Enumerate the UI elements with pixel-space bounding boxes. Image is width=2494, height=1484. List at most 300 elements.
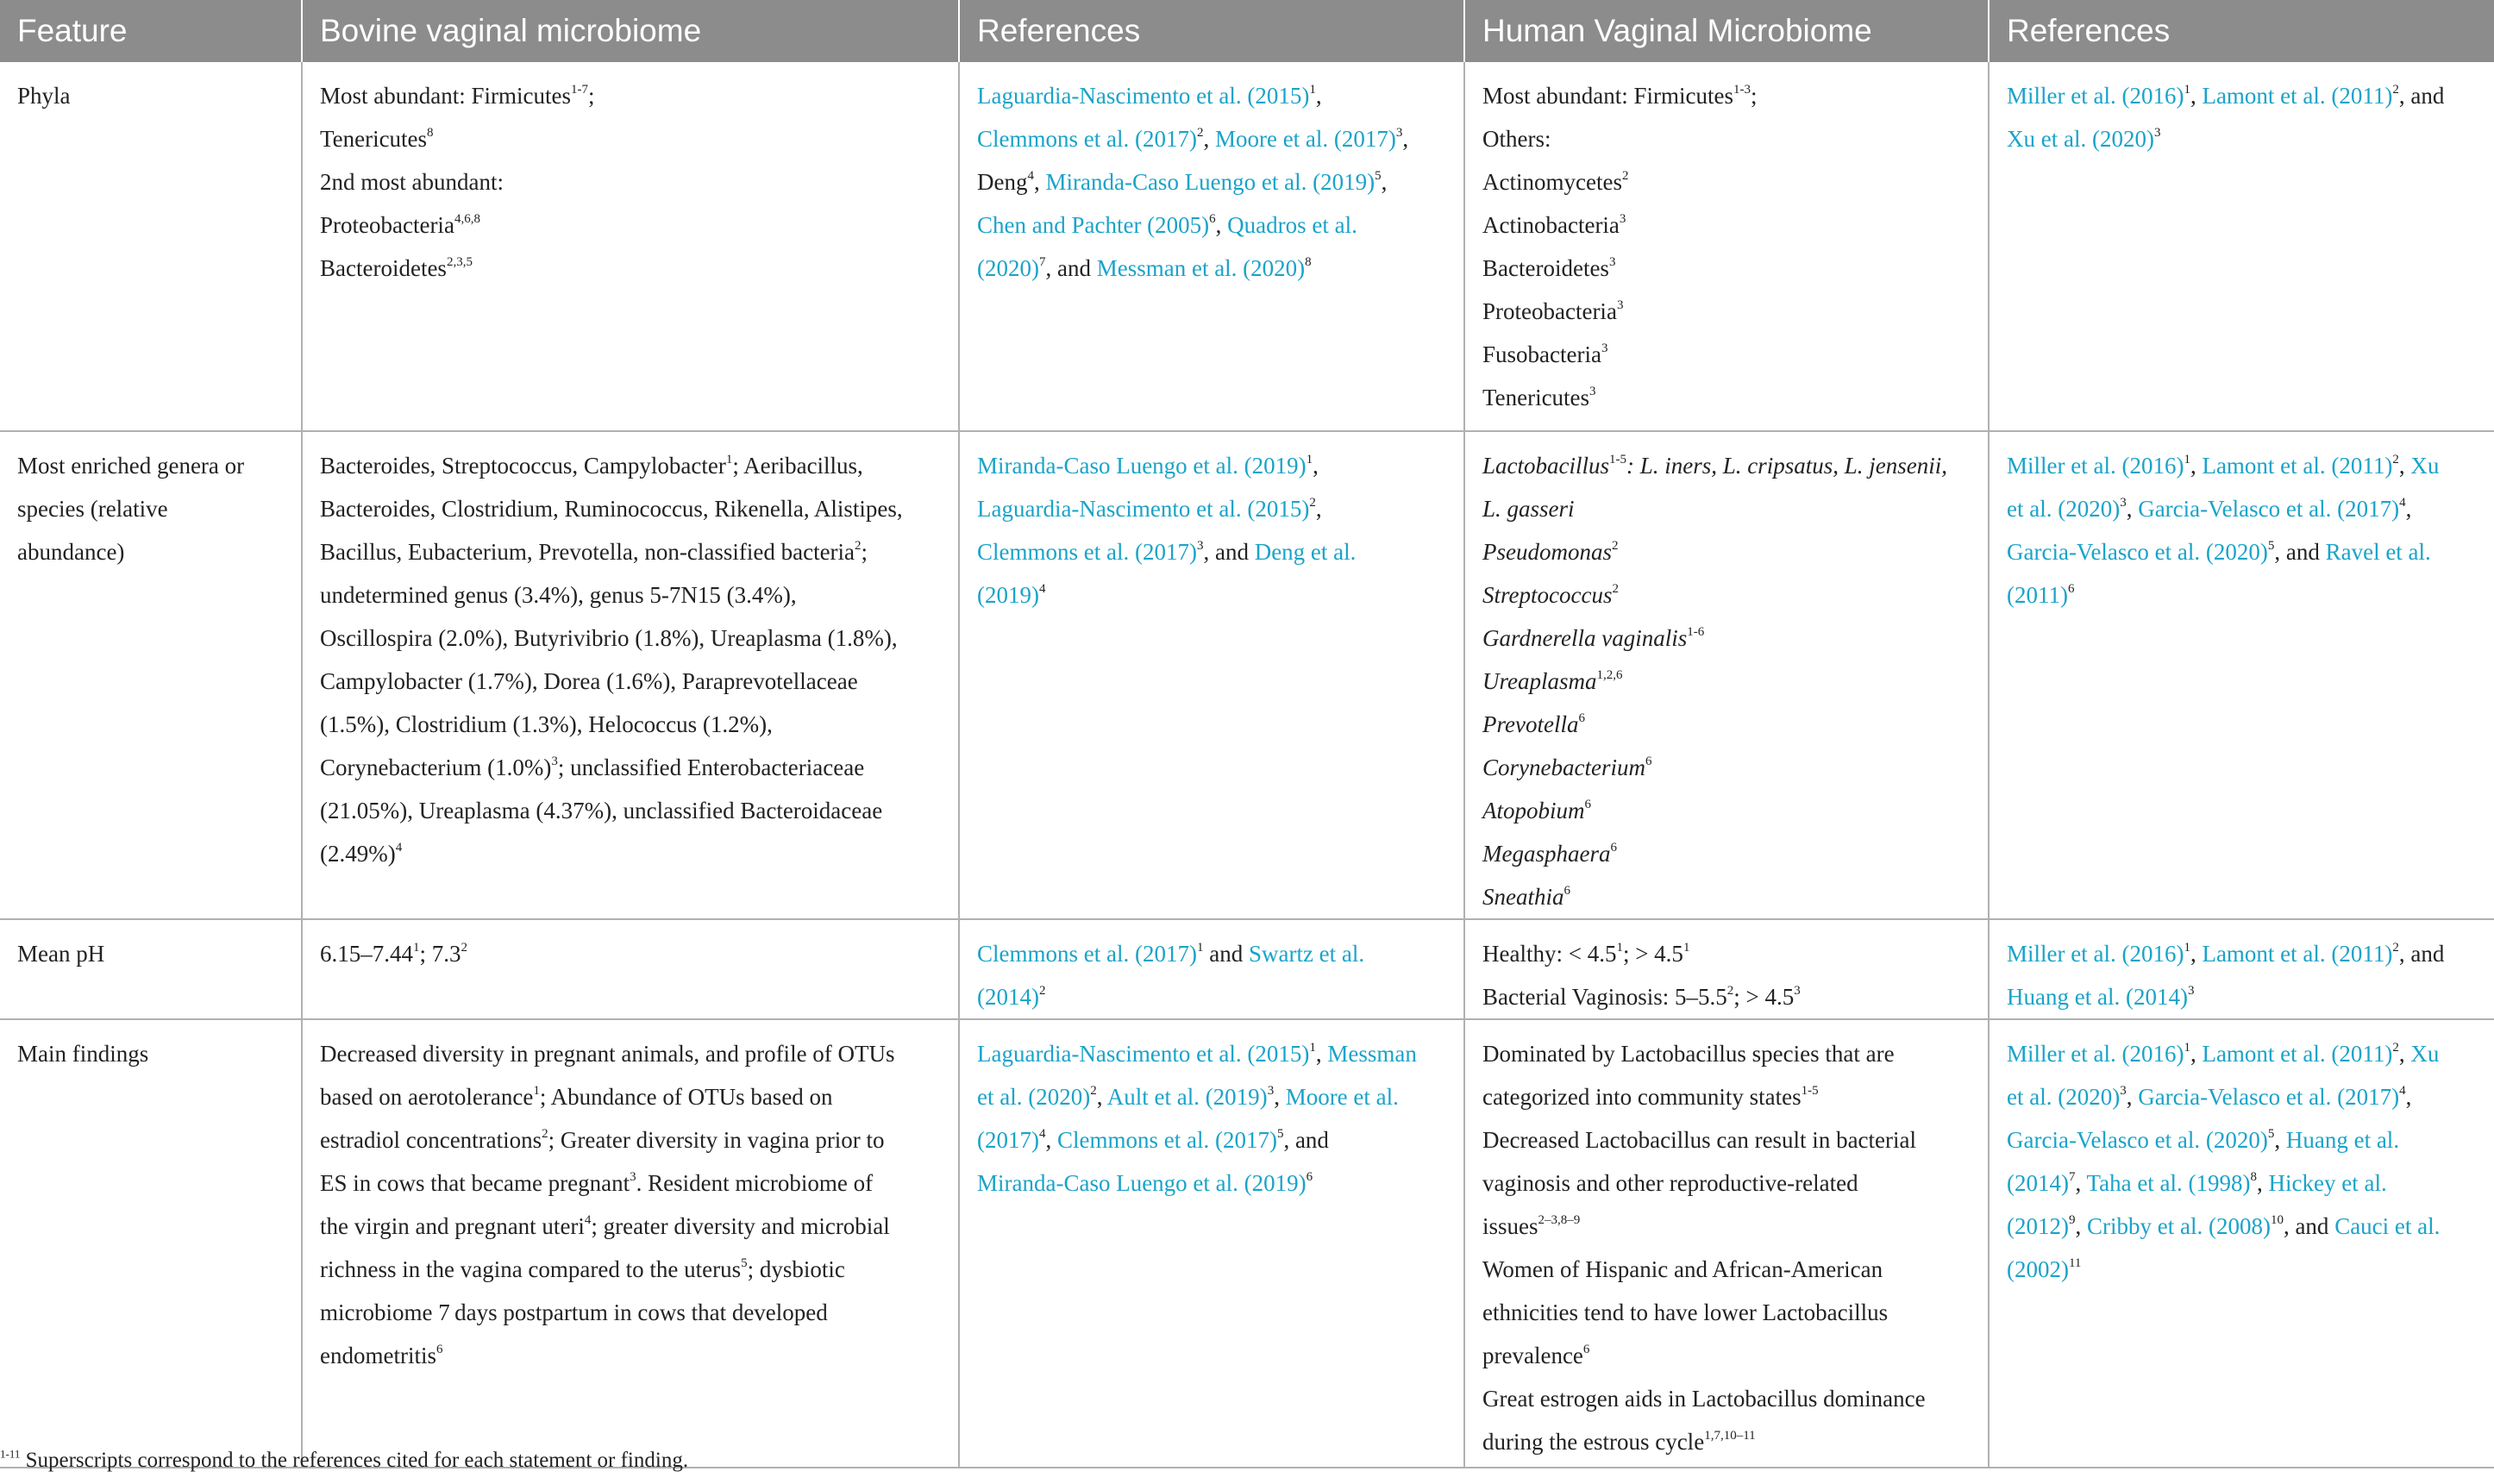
references-cell bbox=[959, 431, 1464, 919]
ref-line bbox=[977, 1118, 1446, 1162]
text: Megasphaera bbox=[1482, 841, 1611, 867]
reference-link[interactable]: Miller et al. (2016) bbox=[2007, 941, 2184, 967]
text: Gardnerella vaginalis bbox=[1482, 625, 1688, 651]
text: issues bbox=[1482, 1213, 1538, 1239]
human-line bbox=[1482, 290, 1971, 333]
reference-link[interactable]: Lamont et al. (2011) bbox=[2202, 1041, 2393, 1067]
superscript: 3 bbox=[2120, 496, 2127, 510]
text: , and bbox=[2274, 539, 2320, 565]
reference-link[interactable]: Lamont et al. (2011) bbox=[2202, 453, 2393, 479]
feature-label: Phyla bbox=[17, 83, 71, 109]
text: , bbox=[2190, 1041, 2196, 1067]
human-line bbox=[1482, 703, 1971, 746]
text: , bbox=[1096, 1084, 1103, 1110]
human-line bbox=[1482, 160, 1971, 204]
text: (2.49%) bbox=[320, 841, 396, 867]
table-row-phyla bbox=[0, 62, 2494, 431]
text: Atopobium bbox=[1482, 798, 1585, 823]
superscript: 1-7 bbox=[570, 83, 588, 97]
superscript: 6 bbox=[2067, 582, 2075, 596]
text: ; greater diversity and microbial bbox=[591, 1213, 890, 1239]
feature-label: Most enriched genera or bbox=[17, 453, 245, 479]
superscript: 2 bbox=[1038, 984, 1046, 998]
text: , bbox=[1402, 126, 1409, 152]
superscript: 2 bbox=[1196, 126, 1204, 140]
bovine-line: microbiome 7 days postpartum in cows that developed bbox=[320, 1299, 828, 1325]
ref-line bbox=[2007, 1162, 2477, 1205]
superscript: 3 bbox=[1616, 298, 1624, 312]
superscript: 1 bbox=[1683, 941, 1690, 955]
header-references-bovine: References bbox=[959, 0, 1464, 62]
bovine-line: 2nd most abundant: bbox=[320, 169, 504, 195]
text: during the estrous cycle bbox=[1482, 1429, 1705, 1455]
superscript: 11 bbox=[2068, 1256, 2082, 1270]
text: ; Greater diversity in vagina prior to bbox=[548, 1127, 885, 1153]
human-line bbox=[1482, 1334, 1971, 1377]
human-line bbox=[1482, 746, 1971, 789]
text: ; Abundance of OTUs based on bbox=[539, 1084, 833, 1110]
reference-link[interactable]: Garcia-Velasco et al. (2020) bbox=[2007, 539, 2268, 565]
ref-line bbox=[977, 117, 1446, 160]
ref-line bbox=[977, 1032, 1446, 1075]
text: ; 7.3 bbox=[419, 941, 461, 967]
text: Streptococcus bbox=[1482, 582, 1613, 608]
reference-link[interactable]: Swartz et al. bbox=[1248, 941, 1365, 967]
ref-line bbox=[2007, 444, 2477, 487]
superscript: 1 bbox=[1309, 1041, 1316, 1055]
superscript: 6 bbox=[1578, 711, 1585, 725]
text: Prevotella bbox=[1482, 711, 1579, 737]
human-line: Great estrogen aids in Lactobacillus dominance bbox=[1482, 1386, 1926, 1412]
reference-link[interactable]: Miller et al. (2016) bbox=[2007, 453, 2184, 479]
reference-link[interactable]: Xu bbox=[2410, 453, 2440, 479]
superscript: 1 bbox=[2184, 1041, 2190, 1055]
superscript: 3 bbox=[2153, 126, 2161, 140]
text: , bbox=[1203, 126, 1210, 152]
superscript: 4 bbox=[2399, 1084, 2406, 1098]
bovine-line bbox=[320, 1205, 941, 1248]
superscript: 2 bbox=[1726, 984, 1734, 998]
reference-link[interactable]: et al. (2020) bbox=[977, 1084, 1091, 1110]
text: Bacteroidetes bbox=[320, 255, 447, 281]
human-line bbox=[1482, 376, 1971, 419]
superscript: 1-3 bbox=[1733, 83, 1751, 97]
reference-link[interactable]: Messman et al. (2020) bbox=[1096, 255, 1306, 281]
reference-link[interactable]: Miller et al. (2016) bbox=[2007, 1041, 2184, 1067]
superscript: 2–3,8–9 bbox=[1538, 1213, 1581, 1227]
bovine-line bbox=[320, 204, 941, 247]
superscript: 4,6,8 bbox=[454, 212, 480, 226]
text: , bbox=[2190, 941, 2196, 967]
reference-link[interactable]: Messman bbox=[1327, 1041, 1417, 1067]
ref-line bbox=[977, 444, 1446, 487]
text: ; unclassified Enterobacteriaceae bbox=[557, 755, 865, 780]
human-line bbox=[1482, 530, 1971, 573]
text: , bbox=[1215, 212, 1222, 238]
reference-link[interactable]: Xu et al. (2020) bbox=[2007, 126, 2154, 152]
human-line: Women of Hispanic and African-American bbox=[1482, 1256, 1883, 1282]
ref-line bbox=[2007, 1248, 2477, 1291]
bovine-line bbox=[320, 1162, 941, 1205]
reference-link[interactable]: Miller et al. (2016) bbox=[2007, 83, 2184, 109]
ref-line bbox=[977, 1162, 1446, 1205]
superscript: 3 bbox=[1267, 1084, 1275, 1098]
text: Corynebacterium bbox=[1482, 755, 1645, 780]
text: Bacteroides, Streptococcus, Campylobacter bbox=[320, 453, 726, 479]
ref-line bbox=[2007, 1075, 2477, 1118]
text: , bbox=[2190, 83, 2196, 109]
text: ; Aeribacillus, bbox=[732, 453, 863, 479]
text: , bbox=[2075, 1170, 2082, 1196]
reference-link[interactable]: Lamont et al. (2011) bbox=[2202, 941, 2393, 967]
text: ; > 4.5 bbox=[1622, 941, 1683, 967]
text: , bbox=[2190, 453, 2196, 479]
reference-link[interactable]: Miranda-Caso Luengo et al. (2019) bbox=[977, 453, 1307, 479]
text: Most abundant: Firmicutes bbox=[320, 83, 571, 109]
header-references-human: References bbox=[1989, 0, 2494, 62]
reference-link[interactable]: et al. (2020) bbox=[2007, 1084, 2121, 1110]
superscript: 8 bbox=[1305, 255, 1312, 269]
bovine-cell bbox=[302, 431, 959, 919]
superscript: 1 bbox=[2184, 83, 2190, 97]
reference-link[interactable]: Laguardia-Nascimento et al. (2015) bbox=[977, 1041, 1310, 1067]
feature-cell bbox=[0, 1019, 302, 1468]
superscript: 5 bbox=[2267, 1127, 2275, 1141]
bovine-line bbox=[320, 247, 941, 290]
reference-link[interactable]: (2002) bbox=[2007, 1256, 2069, 1282]
text: categorized into community states bbox=[1482, 1084, 1802, 1110]
text: Ureaplasma bbox=[1482, 668, 1597, 694]
reference-link[interactable]: Huang et al. bbox=[2285, 1127, 2400, 1153]
text: richness in the vagina compared to the uterus bbox=[320, 1256, 742, 1282]
superscript: 3 bbox=[2120, 1084, 2127, 1098]
text: , bbox=[2398, 1041, 2405, 1067]
text: , bbox=[1313, 453, 1319, 479]
text: , bbox=[2257, 1170, 2263, 1196]
bovine-cell bbox=[302, 1019, 959, 1468]
text: Deng bbox=[977, 169, 1028, 195]
bovine-line bbox=[320, 932, 941, 975]
superscript: 2 bbox=[1090, 1084, 1097, 1098]
feature-label: species (relative bbox=[17, 496, 168, 522]
reference-link[interactable]: Taha et al. (1998) bbox=[2086, 1170, 2251, 1196]
reference-link[interactable]: Garcia-Velasco et al. (2017) bbox=[2138, 496, 2400, 522]
text: Corynebacterium (1.0%) bbox=[320, 755, 552, 780]
text: Lactobacillus bbox=[1482, 453, 1609, 479]
superscript: 3 bbox=[630, 1170, 636, 1184]
reference-link[interactable]: Deng et al. bbox=[1254, 539, 1357, 565]
bovine-line bbox=[320, 74, 941, 117]
superscript: 4 bbox=[1038, 1127, 1046, 1141]
text: Tenericutes bbox=[1482, 385, 1590, 410]
table-header-row bbox=[0, 0, 2494, 62]
ref-line bbox=[977, 932, 1446, 975]
superscript: 2 bbox=[461, 941, 468, 955]
superscript: 4 bbox=[584, 1213, 592, 1227]
reference-link[interactable]: Moore et al. bbox=[1285, 1084, 1399, 1110]
text: Proteobacteria bbox=[320, 212, 454, 238]
superscript: 10 bbox=[2270, 1213, 2284, 1227]
superscript: 2 bbox=[2392, 1041, 2399, 1055]
text: Actinobacteria bbox=[1482, 212, 1620, 238]
superscript: 3 bbox=[1196, 539, 1204, 553]
ref-line bbox=[2007, 1205, 2477, 1248]
human-line bbox=[1482, 204, 1971, 247]
bovine-line bbox=[320, 1248, 941, 1291]
reference-link[interactable]: Ault et al. (2019) bbox=[1106, 1084, 1268, 1110]
text: , bbox=[1033, 169, 1040, 195]
superscript: 2 bbox=[1621, 169, 1629, 183]
table-row-genera bbox=[0, 431, 2494, 919]
ref-line bbox=[977, 487, 1446, 530]
human-line bbox=[1482, 573, 1971, 617]
reference-link[interactable]: Cauci et al. bbox=[2334, 1213, 2441, 1239]
superscript: 3 bbox=[1589, 385, 1596, 398]
reference-link[interactable]: et al. (2020) bbox=[2007, 496, 2121, 522]
superscript: 5 bbox=[1375, 169, 1382, 183]
bovine-line: Bacteroides, Clostridium, Ruminococcus, Rikenella, Alistipes, bbox=[320, 496, 903, 522]
human-line bbox=[1482, 74, 1971, 117]
text: Tenericutes bbox=[320, 126, 428, 152]
reference-link[interactable]: (2014) bbox=[2007, 1170, 2069, 1196]
human-line bbox=[1482, 875, 1971, 918]
human-line: Others: bbox=[1482, 126, 1551, 152]
superscript: 6 bbox=[1645, 755, 1652, 768]
reference-link[interactable]: (2014) bbox=[977, 984, 1039, 1010]
bovine-line bbox=[320, 746, 941, 789]
text: prevalence bbox=[1482, 1343, 1583, 1368]
text: and bbox=[1203, 941, 1244, 967]
reference-link[interactable]: (2017) bbox=[977, 1127, 1039, 1153]
reference-link[interactable]: Clemmons et al. (2017) bbox=[977, 126, 1197, 152]
text: Actinomycetes bbox=[1482, 169, 1622, 195]
reference-link[interactable]: (2012) bbox=[2007, 1213, 2069, 1239]
superscript: 5 bbox=[1276, 1127, 1284, 1141]
ref-line bbox=[2007, 74, 2477, 117]
reference-link[interactable]: (2020) bbox=[977, 255, 1039, 281]
text: , and bbox=[2283, 1213, 2329, 1239]
text: endometritis bbox=[320, 1343, 436, 1368]
human-line bbox=[1482, 932, 1971, 975]
superscript: 6 bbox=[1582, 1343, 1590, 1356]
bovine-line bbox=[320, 444, 941, 487]
text: 6.15–7.44 bbox=[320, 941, 413, 967]
references-cell bbox=[959, 62, 1464, 431]
superscript: 6 bbox=[1584, 798, 1591, 811]
text: the virgin and pregnant uteri bbox=[320, 1213, 585, 1239]
superscript: 3 bbox=[1794, 984, 1801, 998]
reference-link[interactable]: Chen and Pachter (2005) bbox=[977, 212, 1210, 238]
superscript: 1 bbox=[2184, 453, 2190, 466]
reference-link[interactable]: Miranda-Caso Luengo et al. (2019) bbox=[1045, 169, 1375, 195]
reference-link[interactable]: Laguardia-Nascimento et al. (2015) bbox=[977, 496, 1310, 522]
text: ES in cows that became pregnant bbox=[320, 1170, 630, 1196]
bovine-cell bbox=[302, 62, 959, 431]
superscript: 4 bbox=[395, 841, 403, 855]
human-line: Decreased Lactobacillus can result in bacterial bbox=[1482, 1127, 1916, 1153]
text: , bbox=[2075, 1213, 2082, 1239]
superscript: 1 bbox=[2184, 941, 2190, 955]
superscript: 1 bbox=[1309, 83, 1316, 97]
superscript: 3 bbox=[1601, 341, 1608, 355]
ref-line bbox=[2007, 975, 2477, 1018]
human-line bbox=[1482, 832, 1971, 875]
text: , bbox=[2405, 1084, 2412, 1110]
ref-line bbox=[2007, 530, 2477, 573]
superscript: 2 bbox=[542, 1127, 548, 1141]
superscript: 5 bbox=[2267, 539, 2275, 553]
superscript: 3 bbox=[1608, 255, 1616, 269]
text: , and bbox=[1203, 539, 1249, 565]
ref-line bbox=[2007, 487, 2477, 530]
superscript: 6 bbox=[1306, 1170, 1313, 1184]
text: Most abundant: Firmicutes bbox=[1482, 83, 1733, 109]
ref-line bbox=[2007, 1032, 2477, 1075]
human-line: vaginosis and other reproductive-related bbox=[1482, 1170, 1858, 1196]
superscript: 2,3,5 bbox=[446, 255, 473, 269]
table-footnote bbox=[0, 1449, 688, 1473]
human-cell bbox=[1464, 62, 1989, 431]
superscript: 4 bbox=[1038, 582, 1046, 596]
reference-link[interactable]: Garcia-Velasco et al. (2020) bbox=[2007, 1127, 2268, 1153]
text: ; bbox=[861, 539, 868, 565]
superscript: 6 bbox=[1209, 212, 1216, 226]
bovine-line: (21.05%), Ureaplasma (4.37%), unclassified Bacteroidaceae bbox=[320, 798, 883, 823]
bovine-line: Decreased diversity in pregnant animals, and profile of OTUs bbox=[320, 1041, 895, 1067]
references-cell bbox=[1989, 431, 2494, 919]
superscript: 3 bbox=[1395, 126, 1403, 140]
text: estradiol concentrations bbox=[320, 1127, 542, 1153]
human-line bbox=[1482, 789, 1971, 832]
human-line bbox=[1482, 617, 1971, 660]
ref-line bbox=[977, 204, 1446, 247]
reference-link[interactable]: (2019) bbox=[977, 582, 1039, 608]
reference-link[interactable]: Miranda-Caso Luengo et al. (2019) bbox=[977, 1170, 1307, 1196]
references-cell bbox=[959, 1019, 1464, 1468]
text: Bacteroidetes bbox=[1482, 255, 1609, 281]
reference-link[interactable]: Hickey et al. bbox=[2268, 1170, 2387, 1196]
feature-cell bbox=[0, 62, 302, 431]
ref-line bbox=[977, 530, 1446, 573]
reference-link[interactable]: Clemmons et al. (2017) bbox=[977, 539, 1197, 565]
superscript: 7 bbox=[1038, 255, 1046, 269]
bovine-line bbox=[320, 530, 941, 573]
superscript: 2 bbox=[1309, 496, 1316, 510]
reference-link[interactable]: Clemmons et al. (2017) bbox=[1056, 1127, 1277, 1153]
superscript: 4 bbox=[2399, 496, 2406, 510]
text: ; dysbiotic bbox=[747, 1256, 845, 1282]
reference-link[interactable]: Garcia-Velasco et al. (2017) bbox=[2138, 1084, 2400, 1110]
human-line: Dominated by Lactobacillus species that are bbox=[1482, 1041, 1895, 1067]
superscript: 1,2,6 bbox=[1596, 668, 1623, 682]
references-cell bbox=[959, 919, 1464, 1019]
superscript: 2 bbox=[1612, 582, 1619, 596]
bovine-line: undetermined genus (3.4%), genus 5-7N15 (3.4%), bbox=[320, 582, 797, 608]
superscript: 1 bbox=[1616, 941, 1623, 955]
human-line bbox=[1482, 247, 1971, 290]
text: , and bbox=[1283, 1127, 1329, 1153]
ref-line bbox=[2007, 117, 2477, 160]
bovine-cell bbox=[302, 919, 959, 1019]
reference-link[interactable]: Clemmons et al. (2017) bbox=[977, 941, 1197, 967]
reference-link[interactable]: Cribby et al. (2008) bbox=[2086, 1213, 2271, 1239]
superscript: 6 bbox=[1563, 884, 1570, 898]
superscript: 3 bbox=[2187, 984, 2195, 998]
reference-link[interactable]: (2011) bbox=[2007, 582, 2068, 608]
reference-link[interactable]: Lamont et al. (2011) bbox=[2202, 83, 2393, 109]
text: Sneathia bbox=[1482, 884, 1564, 910]
human-line bbox=[1482, 333, 1971, 376]
text: ; bbox=[587, 83, 595, 109]
reference-link[interactable]: Quadros et al. bbox=[1227, 212, 1357, 238]
reference-link[interactable]: Laguardia-Nascimento et al. (2015) bbox=[977, 83, 1310, 109]
feature-cell bbox=[0, 431, 302, 919]
text: Healthy: < 4.5 bbox=[1482, 941, 1617, 967]
superscript: 3 bbox=[1619, 212, 1626, 226]
bovine-line: Campylobacter (1.7%), Dorea (1.6%), Paraprevotellaceae bbox=[320, 668, 858, 694]
superscript: 1 bbox=[725, 453, 733, 466]
table-row-ph bbox=[0, 919, 2494, 1019]
header-feature: Feature bbox=[0, 0, 302, 62]
text: , bbox=[1315, 496, 1322, 522]
superscript: 5 bbox=[741, 1256, 748, 1270]
bovine-line: (1.5%), Clostridium (1.3%), Helococcus (1.2%), bbox=[320, 711, 773, 737]
superscript: 8 bbox=[427, 126, 434, 140]
reference-link[interactable]: Xu bbox=[2410, 1041, 2440, 1067]
text: , bbox=[1315, 1041, 1322, 1067]
superscript: 2 bbox=[2392, 941, 2399, 955]
text: , and bbox=[1045, 255, 1091, 281]
superscript: 1 bbox=[533, 1084, 540, 1098]
superscript: 4 bbox=[1027, 169, 1034, 183]
text: Bacterial Vaginosis: 5–5.5 bbox=[1482, 984, 1727, 1010]
human-line: ethnicities tend to have lower Lactobacillus bbox=[1482, 1299, 1889, 1325]
superscript: 2 bbox=[855, 539, 862, 553]
bovine-line bbox=[320, 1118, 941, 1162]
bovine-line bbox=[320, 117, 941, 160]
superscript: 6 bbox=[436, 1343, 443, 1356]
feature-label: Main findings bbox=[17, 1041, 149, 1067]
text: , bbox=[2405, 496, 2412, 522]
table-row-findings bbox=[0, 1019, 2494, 1468]
superscript: 3 bbox=[551, 755, 558, 768]
feature-cell bbox=[0, 919, 302, 1019]
ref-line bbox=[977, 573, 1446, 617]
reference-link[interactable]: Ravel et al. bbox=[2325, 539, 2431, 565]
superscript: 2 bbox=[2392, 453, 2399, 466]
bovine-line bbox=[320, 1075, 941, 1118]
superscript: 1,7,10–11 bbox=[1704, 1429, 1756, 1443]
ref-line bbox=[977, 247, 1446, 290]
footnote-text: Superscripts correspond to the references cited for each statement or finding. bbox=[20, 1449, 689, 1472]
superscript: 8 bbox=[2250, 1170, 2258, 1184]
text: , bbox=[2126, 1084, 2133, 1110]
references-cell bbox=[1989, 919, 2494, 1019]
ref-line bbox=[977, 1075, 1446, 1118]
bovine-line: Oscillospira (2.0%), Butyrivibrio (1.8%), Ureaplasma (1.8%), bbox=[320, 625, 898, 651]
superscript: 1-5 bbox=[1801, 1084, 1819, 1098]
superscript: 1-5 bbox=[1609, 453, 1626, 466]
text: , bbox=[2398, 453, 2405, 479]
reference-link[interactable]: Huang et al. (2014) bbox=[2007, 984, 2188, 1010]
text: based on aerotolerance bbox=[320, 1084, 534, 1110]
human-line bbox=[1482, 444, 1971, 487]
header-human: Human Vaginal Microbiome bbox=[1464, 0, 1989, 62]
superscript: 1 bbox=[1196, 941, 1204, 955]
reference-link[interactable]: Moore et al. (2017) bbox=[1214, 126, 1396, 152]
ref-line bbox=[977, 975, 1446, 1018]
text: , and bbox=[2398, 941, 2445, 967]
